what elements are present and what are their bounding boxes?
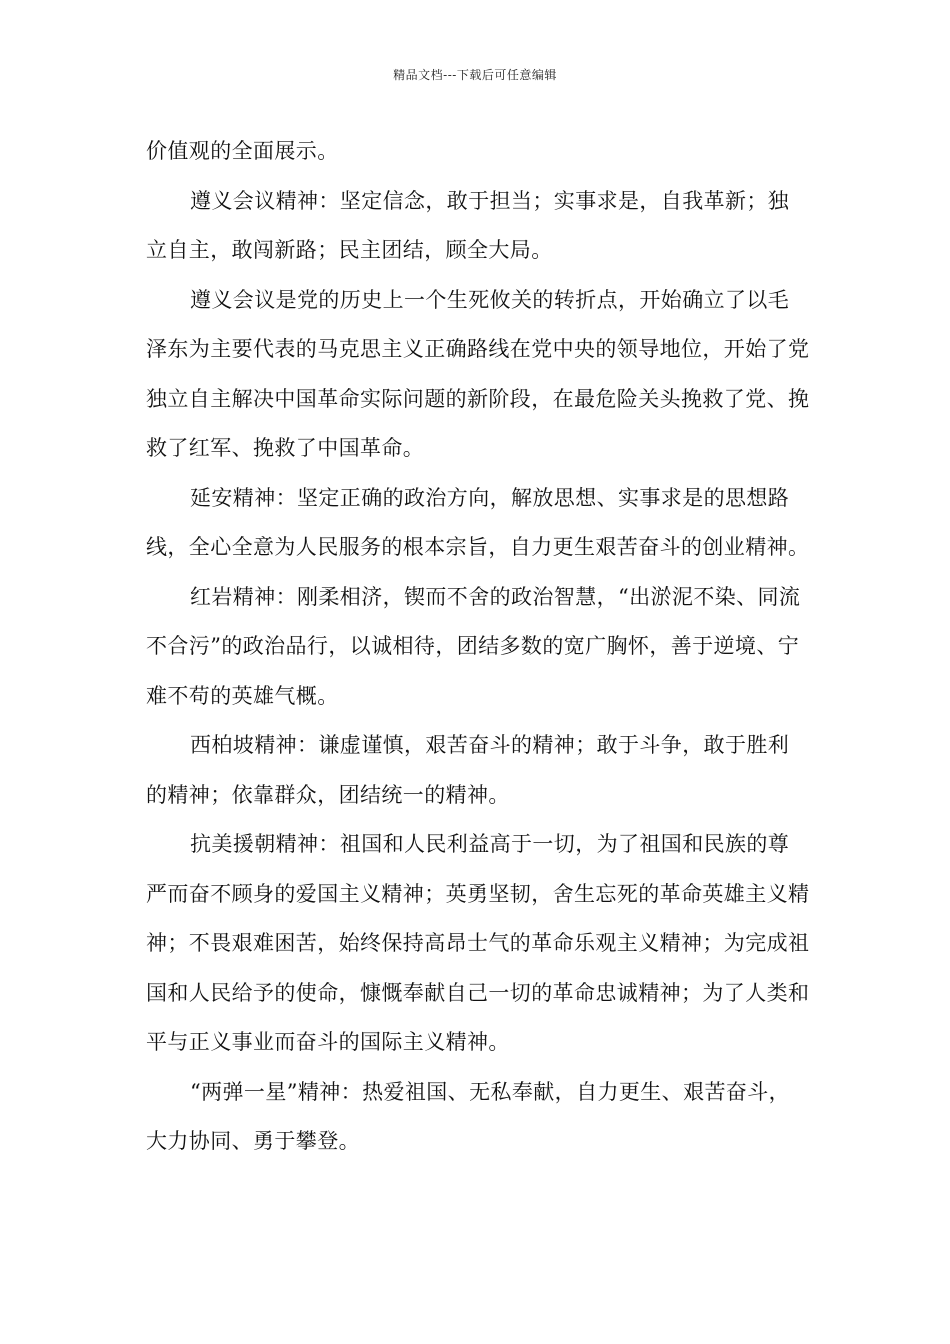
paragraph-yanan-spirit: 延安精神：坚定正确的政治方向，解放思想、实事求是的思想路线，全心全意为人民服务的根本宗旨，自力更生艰苦奋斗的创业精神。 <box>146 485 810 559</box>
page-header: 精品文档---下载后可任意编辑 <box>393 68 557 82</box>
paragraph-zunyi-spirit: 遵义会议精神：坚定信念，敢于担当；实事求是，自我革新；独立自主，敢闯新路；民主团结，顾全大局。 <box>146 188 790 262</box>
paragraph-xibaipo-spirit: 西柏坡精神：谦虚谨慎，艰苦奋斗的精神；敢于斗争，敢于胜利的精神；依靠群众，团结统一的精神。 <box>146 733 790 807</box>
paragraph-zunyi-meeting: 遵义会议是党的历史上一个生死攸关的转折点，开始确立了以毛泽东为主要代表的马克思主义正确路线在党中央的领导地位，开始了党独立自主解决中国革命实际问题的新阶段，在最危险关头挽救了党、挽救了红军、挽救了中国革命。 <box>146 287 810 460</box>
document-body <box>146 127 810 1167</box>
paragraph-korean-war-spirit: 抗美援朝精神：祖国和人民利益高于一切，为了祖国和民族的尊严而奋不顾身的爱国主义精神；英勇坚韧，舍生忘死的革命英雄主义精神；不畏艰难困苦，始终保持高昂士气的革命乐观主义精神；为完成祖国和人民给予的使命，慷慨奉献自己一切的革命忠诚精神；为了人类和平与正义事业而奋斗的国际主义精神。 <box>146 832 810 1054</box>
paragraph-values-summary: 价值观的全面展示。 <box>146 139 339 163</box>
paragraph-hongyan-spirit: 红岩精神：刚柔相济，锲而不舍的政治智慧，“出淤泥不染、同流不合污”的政治品行，以诚相待，团结多数的宽广胸怀，善于逆境、宁难不苟的英雄气概。 <box>146 584 801 708</box>
paragraph-two-bombs-one-satellite-spirit: “两弹一星”精神：热爱祖国、无私奉献，自力更生、艰苦奋斗，大力协同、勇于攀登。 <box>146 1079 791 1153</box>
